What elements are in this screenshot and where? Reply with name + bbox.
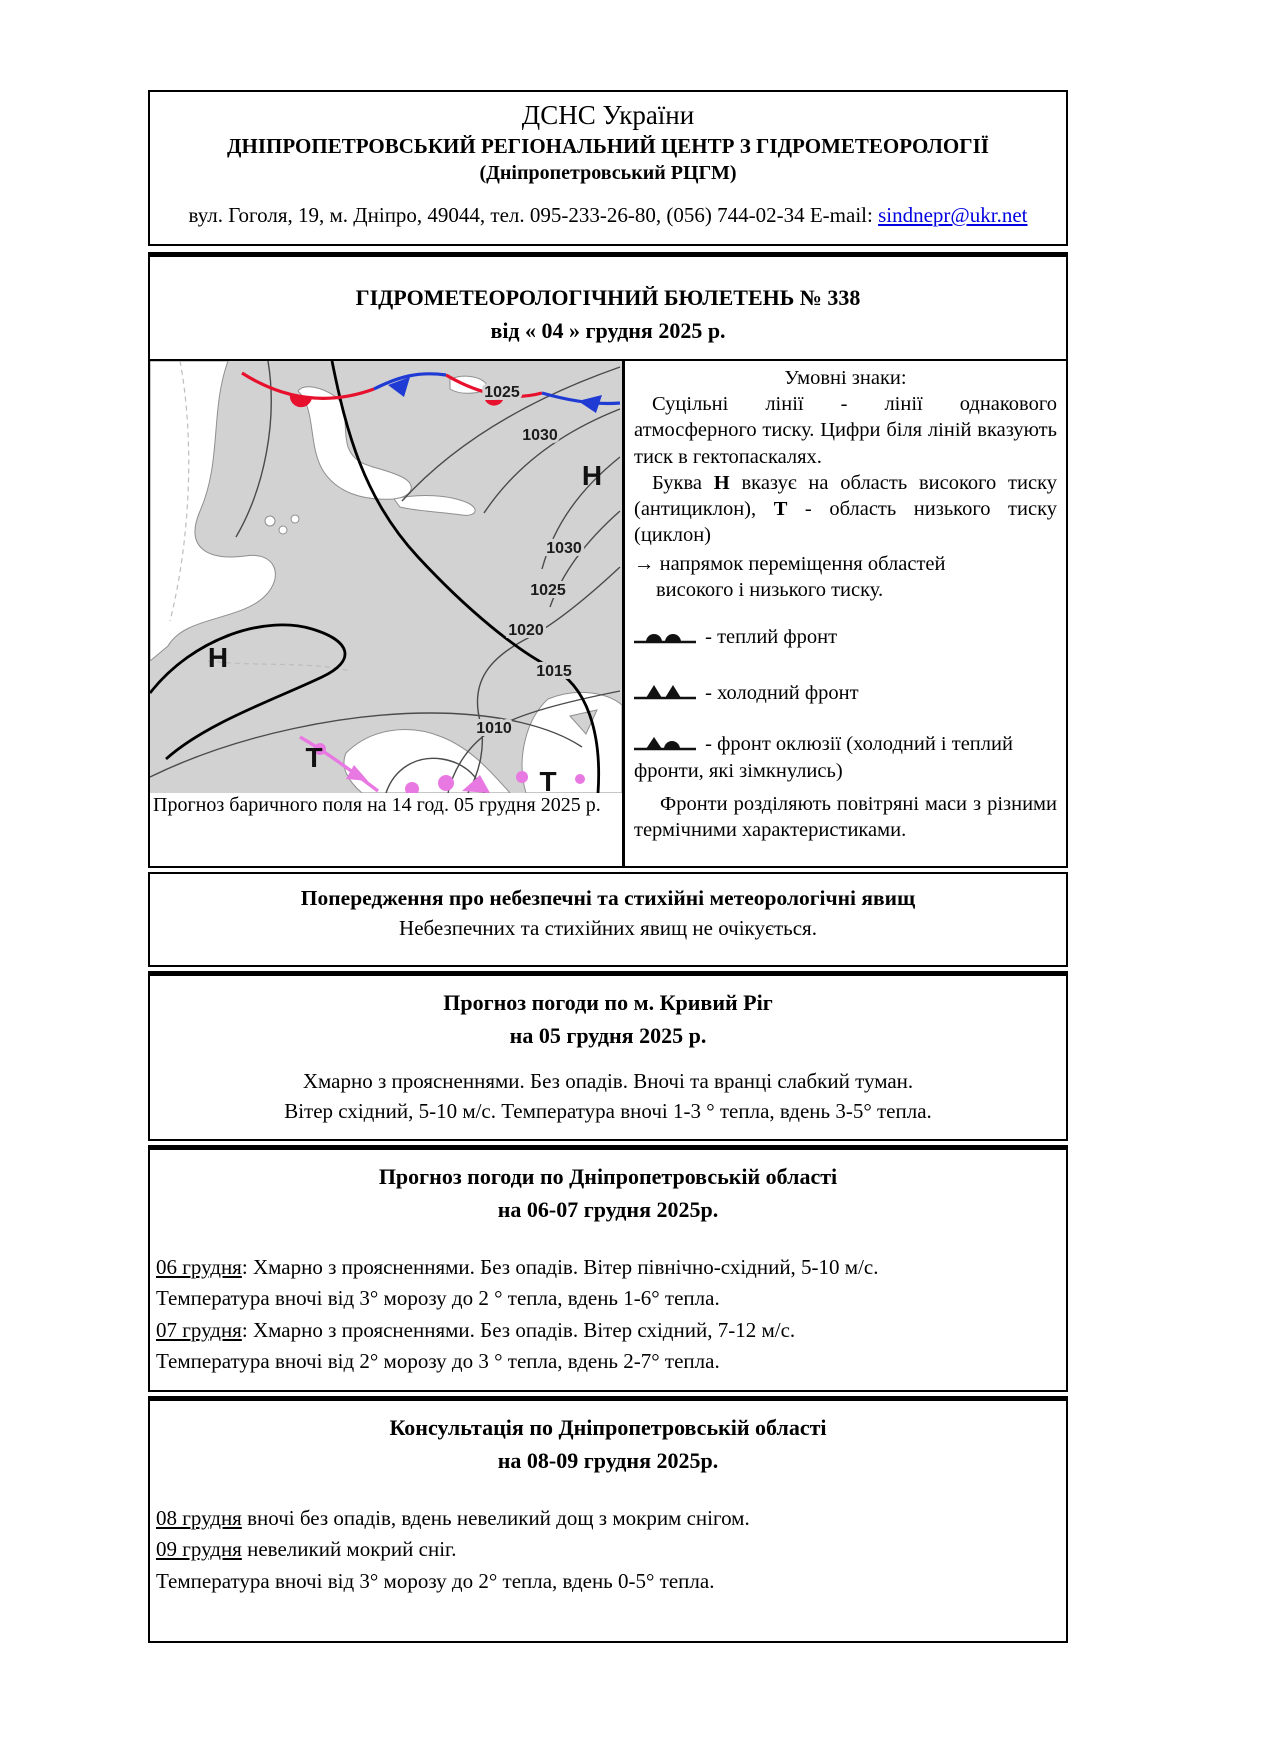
low-centre-letter-left: Т — [305, 742, 323, 773]
legend-p2-h: Н — [713, 471, 730, 494]
address-line — [160, 203, 1056, 228]
cold-front-icon — [634, 682, 696, 704]
oblast-forecast-box — [148, 1145, 1068, 1392]
consultation-day1-line — [156, 1503, 1060, 1535]
oblast-day2-temp: Температура вночі від 2° морозу до 3 ° тепла, вдень 2-7° тепла. — [156, 1349, 720, 1374]
warning-box — [148, 872, 1068, 967]
isobar-label-1025-top: 1025 — [484, 384, 520, 401]
consultation-day1-date: 08 грудня — [156, 1505, 242, 1530]
kryvyi-rih-line2: Вітер східний, 5-10 м/с. Температура вночі 1-3 ° тепла, вдень 3-5° тепла. — [284, 1099, 932, 1124]
oblast-title2: на 06-07 грудня 2025р. — [497, 1196, 719, 1222]
kryvyi-rih-title1: Прогноз погоди по м. Кривий Ріг — [443, 989, 773, 1015]
oblast-day1-colon: : — [241, 1254, 248, 1279]
legend-cold-front-item — [634, 679, 1057, 706]
occlusion-front-icon — [634, 733, 696, 755]
consultation-day2-date: 09 грудня — [156, 1537, 242, 1562]
legend-closing-paragraph: Фронти розділяють повітряні маси з різними термічними характеристиками. — [634, 792, 1057, 841]
bulletin-box — [148, 252, 1068, 868]
legend-column — [622, 361, 1066, 866]
isobar-label-1030-mid: 1030 — [546, 540, 582, 557]
consultation-title1: Консультація по Дніпропетровській області — [389, 1414, 827, 1440]
legend-p2-t: Т — [773, 498, 788, 521]
isobar-label-1015: 1015 — [536, 663, 572, 680]
warning-title: Попередження про небезпечні та стихійні метеорологічні явищ — [300, 885, 916, 910]
legend-p2-text3: - область низького тиску (циклон) — [634, 498, 1057, 547]
consultation-title2: на 08-09 грудня 2025р. — [497, 1447, 719, 1473]
consultation-day2-line — [156, 1534, 1060, 1566]
oblast-day1-temp: Температура вночі від 3° морозу до 2 ° тепла, вдень 1-6° тепла. — [156, 1286, 720, 1311]
cold-front-label: - холодний фронт — [705, 681, 859, 704]
legend-arrow-line2: високого і низького тиску. — [656, 578, 884, 601]
consultation-box — [148, 1396, 1068, 1644]
isobar-label-1020: 1020 — [508, 622, 544, 639]
map-column — [150, 361, 622, 866]
bulletin-date: від « 04 » грудня 2025 р. — [490, 318, 726, 343]
consultation-temp-line: Температура вночі від 3° морозу до 2° тепла, вдень 0-5° тепла. — [156, 1568, 715, 1593]
legend-p2-text: Буква — [652, 471, 714, 494]
org-name-main: ДНІПРОПЕТРОВСЬКИЙ РЕГІОНАЛЬНИЙ ЦЕНТР З ГІДРОМЕТЕОРОЛОГІЇ — [227, 134, 989, 158]
legend-paragraph-isobars: Суцільні лінії - лінії однакового атмосферного тиску. Цифри біля ліній вказують тиск в гектопаскалях. — [634, 393, 1057, 468]
legend-title: Умовні знаки: — [784, 367, 907, 389]
oblast-day1-text: Хмарно з проясненнями. Без опадів. Вітер північно-східний, 5-10 м/с. — [247, 1254, 879, 1279]
kryvyi-rih-title2: на 05 грудня 2025 р. — [509, 1022, 707, 1048]
map-caption: Прогноз баричного поля на 14 год. 05 грудня 2025 р. — [153, 794, 601, 816]
high-centre-letter-right: Н — [581, 460, 603, 491]
oblast-day1-date: 06 грудня — [156, 1254, 242, 1279]
consultation-day2-text: невеликий мокрий сніг. — [241, 1537, 457, 1562]
legend-p2-text2: вказує на область високого тиску (антициклон), — [634, 471, 1057, 521]
low-centre-letter-bottom: Т — [539, 766, 557, 793]
high-centre-letter-left: Н — [207, 642, 229, 673]
occlusion-front-label: - фронт оклюзії (холодний і теплий фронти, які зімкнулись) — [634, 733, 1013, 783]
oblast-day2-colon: : — [241, 1317, 248, 1342]
warning-body: Небезпечних та стихійних явищ не очікується. — [399, 915, 817, 940]
kryvyi-rih-forecast-box — [148, 971, 1068, 1141]
bulletin-title: ГІДРОМЕТЕОРОЛОГІЧНИЙ БЮЛЕТЕНЬ № 338 — [355, 285, 861, 310]
legend-arrow-line1: → напрямок переміщення областей — [634, 552, 946, 575]
legend-occlusion-front-item — [634, 730, 1057, 785]
pressure-field-map — [150, 361, 622, 793]
isobar-label-1010: 1010 — [476, 720, 512, 737]
oblast-title1: Прогноз погоди по Дніпропетровській області — [378, 1163, 838, 1189]
warm-front-label: - теплий фронт — [705, 626, 838, 649]
header-box — [148, 90, 1068, 246]
oblast-day2-line — [156, 1315, 1060, 1347]
isobar-label-1030-top: 1030 — [522, 427, 558, 444]
consultation-day1-text: вночі без опадів, вдень невеликий дощ з мокрим снігом. — [241, 1505, 750, 1530]
isobar-label-1025-mid: 1025 — [530, 582, 566, 599]
legend-paragraph-letters — [634, 470, 1057, 549]
bulletin-title-block — [150, 257, 1066, 359]
document-content — [148, 90, 1068, 1643]
org-name-short: (Дніпропетровський РЦГМ) — [479, 162, 737, 184]
map-and-legend-row — [150, 359, 1066, 866]
warm-front-icon — [634, 626, 696, 648]
oblast-day2-date: 07 грудня — [156, 1317, 242, 1342]
legend-warm-front-item — [634, 623, 1057, 650]
oblast-day1-line — [156, 1252, 1060, 1284]
org-name-top: ДСНС України — [521, 100, 695, 130]
kryvyi-rih-line1: Хмарно з проясненнями. Без опадів. Вночі та вранці слабкий туман. — [302, 1068, 914, 1093]
oblast-day2-text: Хмарно з проясненнями. Без опадів. Вітер східний, 7-12 м/с. — [247, 1317, 796, 1342]
email-link[interactable]: sindnepr@ukr.net — [878, 203, 1028, 227]
address-text: вул. Гоголя, 19, м. Дніпро, 49044, тел. 095-233-26-80, (056) 744-02-34 E-mail: — [188, 203, 879, 227]
